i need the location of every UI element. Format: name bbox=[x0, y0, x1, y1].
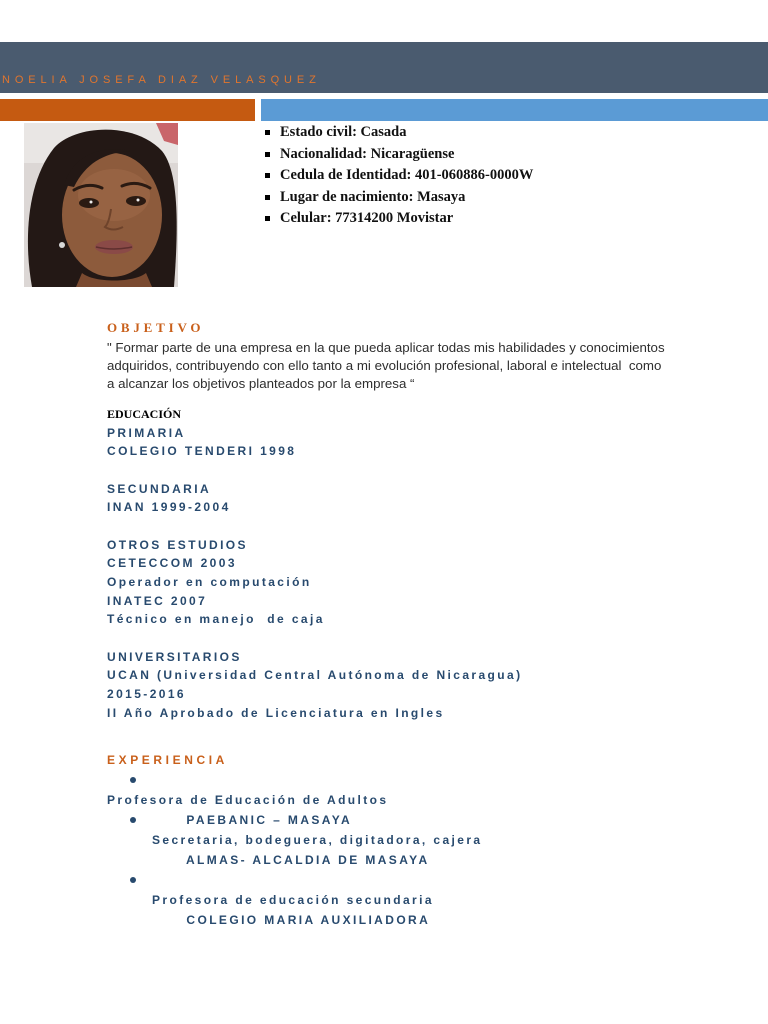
education-line: Operador en computación bbox=[107, 574, 312, 589]
education-line: Técnico en manejo de caja bbox=[107, 612, 325, 627]
nationality: Nacionalidad: Nicaragüense bbox=[280, 145, 455, 162]
education-group-other-studies bbox=[107, 536, 522, 629]
education-line: OTROS ESTUDIOS bbox=[107, 537, 248, 552]
header-bar bbox=[0, 42, 768, 93]
experience-role: Profesora de educación secundaria bbox=[152, 893, 434, 907]
personal-info-item bbox=[265, 208, 533, 230]
education-line: PRIMARIA bbox=[107, 425, 186, 440]
square-bullet-icon bbox=[265, 195, 270, 200]
education-group-secondary bbox=[107, 480, 522, 517]
square-bullet-icon bbox=[265, 173, 270, 178]
education-line: SECUNDARIA bbox=[107, 481, 212, 496]
objective-section bbox=[107, 319, 665, 393]
orange-accent-bar bbox=[0, 99, 255, 121]
education-line: COLEGIO TENDERI 1998 bbox=[107, 444, 297, 459]
personal-info-item bbox=[265, 122, 533, 144]
square-bullet-icon bbox=[265, 216, 270, 221]
education-heading: EDUCACIÓN bbox=[107, 407, 182, 421]
identity-number: Cedula de Identidad: 401-060886-0000W bbox=[280, 167, 534, 183]
education-line: INAN 1999-2004 bbox=[107, 500, 231, 515]
objective-text-line: a alcanzar los objetivos planteados por la empresa “ bbox=[107, 376, 415, 391]
experience-role: Secretaria, bodeguera, digitadora, cajera bbox=[152, 833, 483, 847]
personal-info-item bbox=[265, 144, 533, 166]
phone-number: Celular: 77314200 Movistar bbox=[280, 210, 454, 226]
objective-text-line: adquiridos, contribuyendo con ello tanto a mi evolución profesional, laboral e intelectual como bbox=[107, 358, 662, 373]
blue-accent-bar bbox=[261, 99, 768, 121]
personal-info-list bbox=[265, 122, 533, 230]
education-line: II Año Aprobado de Licenciatura en Ingles bbox=[107, 705, 445, 720]
experience-title: ALMAS- ALCALDIA DE MASAYA bbox=[185, 853, 430, 867]
experience-item bbox=[107, 810, 483, 867]
candidate-name: NOELIA JOSEFA DIAZ VELASQUEZ bbox=[2, 74, 321, 86]
bullet-icon bbox=[130, 817, 136, 823]
square-bullet-icon bbox=[265, 152, 270, 157]
square-bullet-icon bbox=[265, 130, 270, 135]
profile-photo bbox=[24, 123, 178, 287]
education-line: INATEC 2007 bbox=[107, 593, 208, 608]
experience-item bbox=[107, 870, 483, 927]
experience-title: PAEBANIC – MASAYA bbox=[186, 813, 353, 827]
bullet-icon bbox=[130, 777, 136, 783]
education-line: UCAN (Universidad Central Autónoma de Nicaragua) bbox=[107, 668, 523, 683]
experience-section bbox=[107, 750, 483, 927]
experience-title: COLEGIO MARIA AUXILIADORA bbox=[186, 913, 431, 927]
experience-role: Profesora de Educación de Adultos bbox=[107, 793, 389, 807]
bullet-icon bbox=[130, 877, 136, 883]
education-line: 2015-2016 bbox=[107, 686, 186, 701]
education-line: CETECCOM 2003 bbox=[107, 556, 237, 571]
education-group-primary bbox=[107, 424, 522, 461]
education-group-university bbox=[107, 648, 522, 723]
experience-item bbox=[107, 770, 483, 827]
personal-info-item bbox=[265, 187, 533, 209]
birthplace: Lugar de nacimiento: Masaya bbox=[280, 188, 466, 205]
objective-heading: OBJETIVO bbox=[107, 320, 205, 335]
personal-info-item bbox=[265, 165, 533, 187]
experience-heading: EXPERIENCIA bbox=[107, 753, 228, 767]
objective-text-line: " Formar parte de una empresa en la que pueda aplicar todas mis habilidades y conocimientos bbox=[107, 340, 665, 355]
education-line: UNIVERSITARIOS bbox=[107, 649, 242, 664]
education-section bbox=[107, 405, 522, 741]
marital-status: Estado civil: Casada bbox=[280, 124, 407, 140]
